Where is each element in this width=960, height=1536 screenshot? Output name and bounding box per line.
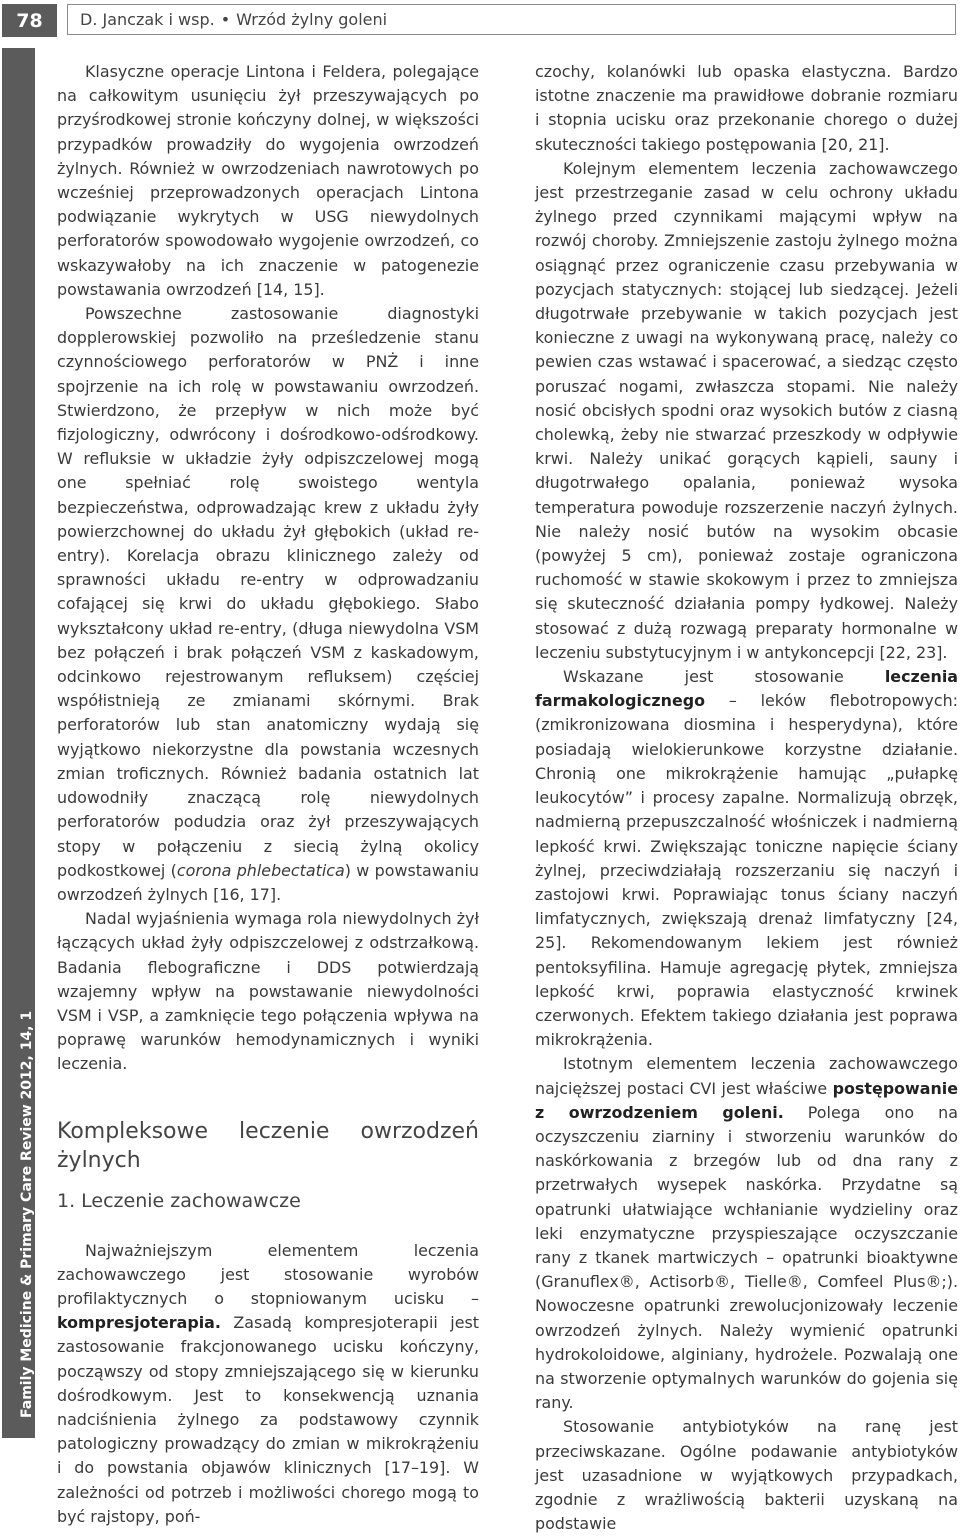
paragraph-text: Najważniejszym elementem leczenia zachowawczego jest stosowanie wyrobów profilaktycznych o stopniowanym ucisku – xyxy=(57,1240,479,1308)
right-column xyxy=(535,60,958,1536)
journal-name: Family Medicine & Primary Care Review 2012, 14, 1 xyxy=(19,1010,35,1418)
subsection-heading: 1. Leczenie zachowawcze xyxy=(57,1189,301,1212)
paragraph xyxy=(535,665,958,1052)
paragraph-text: Zasadą kompresjoterapii jest zastosowanie frakcjonowanego ucisku kończyny, począwszy od stopy zmniejszającego się w kierunku dośrodkowym. Jest to konsekwencją uznania nadciśnienia żylnego za podstawowy czynnik patologiczny prowadzący do zmian w mikrokrążeniu i do powstania objawów klinicznych [17–19]. W zależności od potrzeb i możliwości chorego mogą to być rajstopy, poń- xyxy=(57,1313,479,1526)
paragraph-text: ) w powstawaniu owrzodzeń żylnych [16, 17]. xyxy=(57,860,479,904)
header-title: Wrzód żylny goleni xyxy=(236,10,388,29)
header-authors: D. Janczak i wsp. xyxy=(80,10,215,29)
paragraph xyxy=(57,1239,479,1529)
page-number: 78 xyxy=(2,4,57,37)
journal-sidebar xyxy=(2,48,35,1438)
running-header xyxy=(67,4,956,35)
paragraph-text: Istotnym elementem leczenia zachowawczego najcięższej postaci CVI jest właściwe xyxy=(535,1054,958,1098)
paragraph-text: Powszechne zastosowanie diagnostyki dopplerowskiej pozwoliło na prześledzenie stanu czynnościowego perforatorów w PNŻ i inne spojrzenie na ich rolę w powstawaniu owrzodzeń. Stwierdzono, że przepływ w nich może być fizjologiczny, odwrócony i dośrodkowo-odśrodkowy. W refluksie w układzie żyły odpiszczelowej mogą one spełniać rolę swoistego wentyla bezpieczeństwa, odprowadzając krew z układu żyły powierzchownej do układu żył głębokich (układ re-entry). Korelacja obrazu klinicznego zależy od sprawności układu re-entry w odprowadzaniu cofającej się krwi do układu głębokiego. Słabo wykształcony układ re-entry, (długa niewydolna VSM bez połączeń i brak połączeń VSM z kaskadowym, odcinkowo rejestrowanym refluksem) częściej współistnieją ze zmianami skórnymi. Brak perforatorów lub stan anatomiczny wydają się wyjątkowo niekorzystne dla powstania wczesnych zmian troficznych. Również badania ostatnich lat udowodniły znaczącą rolę niewydolnych perforatorów podudzia oraz żył przeszywających stopy w połączeniu z siecią żylną okolicy podkostkowej ( xyxy=(57,304,479,880)
paragraph: Stosowanie antybiotyków na ranę jest przeciwskazane. Ogólne podawanie antybiotyków jest uzasadnione w wyjątkowych przypadkach, zgodnie z wrażliwością bakterii uzyskaną na podstawie xyxy=(535,1417,958,1534)
paragraph-text: Polega ono na oczyszczeniu ziarniny i stworzeniu warunków do naskórkowania z brzegów lub od dna rany z przetrwałych wysepek naskórka. Przydatne są opatrunki ułatwiające wchłanianie wydzieliny oraz leki enzymatyczne przyspieszające oczyszczanie rany z tkanek martwiczych – opatrunki bioaktywne (Granuflex®, Actisorb®, Tielle®, Comfeel Plus®;). Nowoczesne opatrunki zrewolucjonizowały leczenie owrzodzeń żylnych. Należy wymienić opatrunki hydrokoloidowe, alginiany, hydrożele. Pozwalają one na stworzenie optymalnych warunków do gojenia się rany. xyxy=(535,1102,958,1413)
paragraph: czochy, kolanówki lub opaska elastyczna. Bardzo istotne znaczenie ma prawidłowe dobranie rozmiaru i stopnia ucisku oraz przekonanie chorego o dużej skuteczności takiego postępowania [20, 21]. xyxy=(535,62,958,154)
italic-term: corona phlebectatica xyxy=(176,860,345,880)
paragraph: Nadal wyjaśnienia wymaga rola niewydolnych żył łączących układ żyły odpiszczelowej z odstrzałkową. Badania flebograficzne i DDS potwierdzają wzajemny wpływ na powstawanie niewydolności VSM i VSP, a zamknięcie tego połączenia wpływa na poprawę warunków hemodynamicznych i wyniki leczenia. xyxy=(57,909,479,1074)
paragraph xyxy=(535,1052,958,1415)
paragraph-text: – leków flebotropowych: (zmikronizowana diosmina i hesperydyna), które posiadają wielokierunkowe korzystne działanie. Chronią one mikrokrążenie hamując „pułapkę leukocytów” i procesy zapalne. Normalizują obrzęk, nadmierną przepuszczalność włośniczek i nadmierną lepkość krwi. Zwiększając toniczne napięcie ściany żylnej, przeciwdziałają rozszerzaniu się naczyń i zastojowi krwi. Poprawiając tonus ściany naczyń limfatycznych, zwiększają drenaż limfatyczny [24, 25]. Rekomendowanym lekiem jest również pentoksyfilina. Hamuje agregację płytek, zmniejsza lepkość krwi, poprawia elastyczność krwinek czerwonych. Efektem takiego działania jest poprawa mikrokrążenia. xyxy=(535,691,958,1050)
bold-term: leczenia farmakologicznego xyxy=(535,667,958,711)
header-separator: • xyxy=(220,10,231,29)
paragraph: Klasyczne operacje Lintona i Feldera, polegające na całkowitym usunięciu żył przeszywających po przyśrodkowej stronie kończyny dolnej, w większości przypadków prowadziły do wygojenia owrzodzeń żylnych. Również w owrzodzeniach nawrotowych po wcześniej przeprowadzonych operacjach Lintona podwiązanie wykrytych w USG niewydolnych perforatorów spowodowało wygojenie owrzodzeń, co wskazywałoby na ich znaczenie w patogenezie powstawania owrzodzeń [14, 15]. xyxy=(57,62,479,299)
paragraph: Kolejnym elementem leczenia zachowawczego jest przestrzeganie zasad w celu ochrony układu żylnego przed czynnikami mającymi wpływ na rozwój choroby. Zmniejszenie zastoju żylnego można osiągnąć przez ograniczenie czasu przebywania w pozycjach statycznych: stojącej lub siedzącej. Jeżeli długotrwałe przebywanie w takich pozycjach jest konieczne z uwagi na wykonywaną pracę, należy co pewien czas wstawać i spacerować, a siedząc często poruszać nogami, zwłaszcza stopami. Nie należy nosić obcisłych spodni oraz wysokich butów z ciasną cholewką, żeby nie stwarzać przeszkody w odpływie krwi. Należy unikać gorących kąpieli, sauny i długotrwałego opalania, ponieważ wysoka temperatura powoduje rozszerzenie naczyń żylnych. Nie należy nosić butów na wysokim obcasie (powyżej 5 cm), ponieważ zostaje ograniczona ruchomość w stawie skokowym i przez to zmniejsza się skuteczność działania pompy łydkowej. Należy stosować z dużą rozwagą preparaty hormonalne w leczeniu substytucyjnym i w antykoncepcji [22, 23]. xyxy=(535,158,958,662)
paragraph xyxy=(57,302,479,907)
left-column xyxy=(57,60,479,1529)
bold-term: kompresjoterapia. xyxy=(57,1313,221,1333)
section-heading: Kompleksowe leczenie owrzodzeń żylnych xyxy=(57,1118,479,1173)
bold-term: postępowanie z owrzodzeniem goleni. xyxy=(535,1078,958,1122)
paragraph-text: Wskazane jest stosowanie xyxy=(563,667,885,687)
